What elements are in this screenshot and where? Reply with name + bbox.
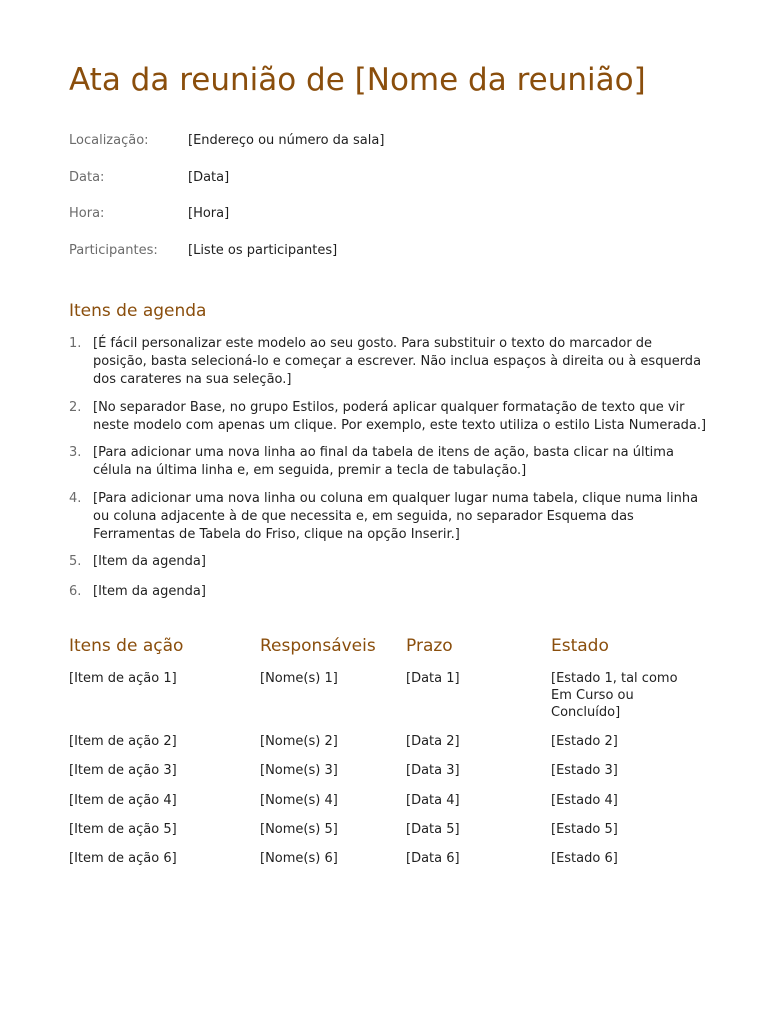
agenda-item[interactable] [69,583,709,601]
owner-cell[interactable]: [Nome(s) 6] [260,851,338,866]
status-cell[interactable] [551,670,701,721]
owner-cell[interactable]: [Nome(s) 5] [260,822,338,837]
agenda-item[interactable] [69,444,709,480]
owner-cell[interactable]: [Nome(s) 4] [260,793,338,808]
agenda-item-text: [Item da agenda] [93,584,206,599]
status-line: Em Curso ou [551,688,634,703]
due-cell[interactable]: [Data 1] [406,671,460,686]
agenda-item[interactable] [69,490,709,544]
column-header-status: Estado [551,636,609,656]
column-header-due: Prazo [406,636,453,656]
action-item-cell[interactable]: [Item de ação 2] [69,734,177,749]
due-cell[interactable]: [Data 4] [406,793,460,808]
agenda-item-number: 6. [69,584,82,599]
location-value[interactable]: [Endereço ou número da sala] [188,133,385,148]
owner-cell[interactable]: [Nome(s) 3] [260,763,338,778]
agenda-item-text: [Para adicionar uma nova linha ou coluna em qualquer lugar numa tabela, clique numa linha ou coluna adjacente à de que necessita e, em seguida, no separador Esquema das Ferramentas de Tabela do Friso, clique na opção Inserir.] [93,491,699,542]
agenda-item-text: [Para adicionar uma nova linha ao final da tabela de itens de ação, basta clicar na última célula na última linha e, em seguida, premir a tecla de tabulação.] [93,445,674,478]
agenda-item-number: 3. [69,445,82,460]
action-item-cell[interactable]: [Item de ação 6] [69,851,177,866]
owner-cell[interactable]: [Nome(s) 2] [260,734,338,749]
column-header-owners: Responsáveis [260,636,376,656]
column-header-action-items: Itens de ação [69,636,184,656]
status-cell[interactable]: [Estado 5] [551,822,618,837]
status-cell[interactable]: [Estado 3] [551,763,618,778]
action-item-cell[interactable]: [Item de ação 5] [69,822,177,837]
due-cell[interactable]: [Data 6] [406,851,460,866]
page-title: Ata da reunião de [Nome da reunião] [69,62,646,98]
action-item-cell[interactable]: [Item de ação 1] [69,671,177,686]
agenda-item-number: 2. [69,400,82,415]
status-line: Concluído] [551,705,621,720]
agenda-item-text: [Item da agenda] [93,554,206,569]
action-item-cell[interactable]: [Item de ação 4] [69,793,177,808]
due-cell[interactable]: [Data 3] [406,763,460,778]
agenda-heading: Itens de agenda [69,301,207,321]
agenda-item-text: [No separador Base, no grupo Estilos, poderá aplicar qualquer formatação de texto que vir neste modelo com apenas um clique. Por exemplo, este texto utiliza o estilo Lista Numerada.] [93,400,707,433]
agenda-item-number: 1. [69,336,82,351]
agenda-item[interactable] [69,335,709,389]
status-cell[interactable]: [Estado 6] [551,851,618,866]
agenda-item-number: 5. [69,554,82,569]
time-label: Hora: [69,206,105,221]
location-label: Localização: [69,133,149,148]
owner-cell[interactable]: [Nome(s) 1] [260,671,338,686]
status-line: [Estado 1, tal como [551,671,678,686]
agenda-item-number: 4. [69,491,82,506]
status-cell[interactable]: [Estado 4] [551,793,618,808]
time-value[interactable]: [Hora] [188,206,230,221]
due-cell[interactable]: [Data 2] [406,734,460,749]
agenda-item-text: [É fácil personalizar este modelo ao seu gosto. Para substituir o texto do marcador de posição, basta selecioná-lo e começar a escrever. Não inclua espaços à direita ou à esquerda dos carateres na sua seleção.] [93,336,702,387]
date-label: Data: [69,170,105,185]
agenda-item[interactable] [69,399,709,435]
participants-value[interactable]: [Liste os participantes] [188,243,338,258]
status-cell[interactable]: [Estado 2] [551,734,618,749]
action-item-cell[interactable]: [Item de ação 3] [69,763,177,778]
due-cell[interactable]: [Data 5] [406,822,460,837]
participants-label: Participantes: [69,243,158,258]
date-value[interactable]: [Data] [188,170,230,185]
agenda-item[interactable] [69,553,709,571]
